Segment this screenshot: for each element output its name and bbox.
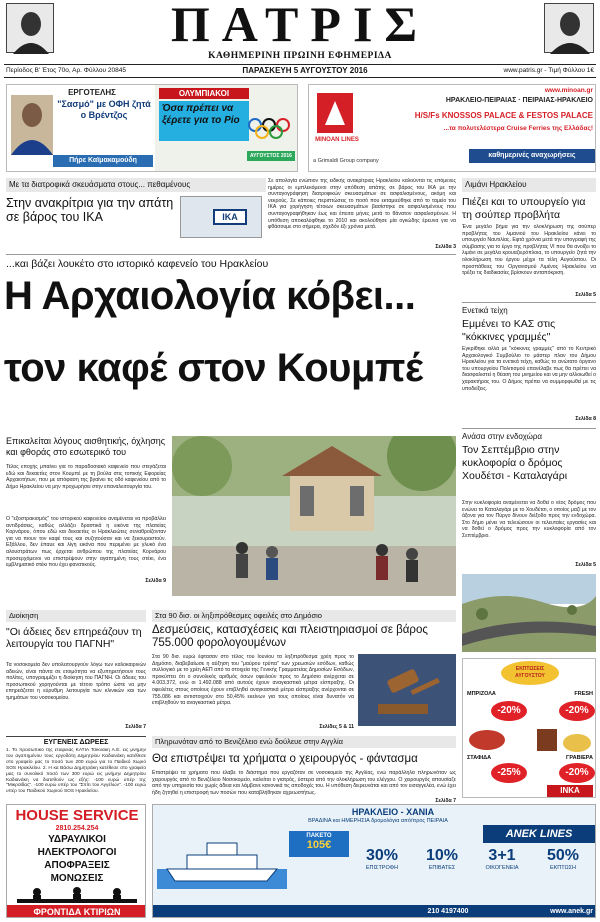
offer-1-value: 30%	[365, 847, 399, 864]
venizelos-headline: Θα επιστρέψει τα χρήματα ο χειρουργός - φάντασμα	[152, 753, 418, 765]
offer-1-label: ΕΠΙΣΤΡΟΦΗ	[365, 865, 399, 871]
house-service-footer: ΦΡΟΝΤΙΔΑ ΚΤΙΡΙΩΝ	[7, 905, 146, 918]
promo-left	[7, 85, 155, 171]
lead-subhead: Επικαλείται λόγους αισθητικής, όχλησης και φθοράς στο εσωτερικό του	[6, 436, 166, 457]
port-body: Ένα μεγάλο βήμα για την ολοκλήρωση της σούπερ προβλήτας του λιμανιού του Ηρακλείου κάνει το υπουργείο Ναυτιλίας. Εφτά χρόνια μετά την υπογραφή της σύμβασης για το έργο της προβλήτας VI που θα ανοίξει το λιμάνι σε μεγάλα κρουαζιερόπλοια, το υπουργείο ζητά την ολοκλήρωση του έργου μέχρι τα τέλη Αυγούστου. Οι προσπάθειες του Οργανισμού Λιμένος Ηρακλείου να τρέξει τις διαδικασίες βρίσκουν ανταπόκριση.	[462, 224, 596, 277]
road-page-ref: Σελίδα 5	[575, 562, 596, 568]
anek-route: ΗΡΑΚΛΕΙΟ - ΧΑΝΙΑ	[351, 807, 435, 817]
ika-photo	[180, 196, 262, 238]
promo-headline-left: "Σασμό" με ΟΦΗ ζητά ο Βρέντζος	[57, 99, 151, 120]
venizelos-kicker: Πληρωνόταν από το Βενιζέλειο ενώ δούλευε στην Αγγλία	[152, 736, 456, 748]
offer-1	[353, 847, 411, 887]
kas-page-ref: Σελίδα 8	[575, 416, 596, 422]
pagni-headline: "Οι άδειες δεν επηρεάζουν τη λειτουργία του ΠΑΓΝΗ"	[6, 626, 142, 650]
promo-byline: Πήρε Καϊμακαμούδη	[53, 155, 153, 167]
ika-body: Σε απολογία ενώπιον της ειδικής ανακρίτριας Ηρακλείου καλούνται τις επόμενες ημέρες οι εμπλεκόμενοι στην υπόθεση απάτης σε βάρος του ΙΚΑ με την συνταγογράφηση διατροφικών σκευασμάτων σε ασφαλισμένους, ακόμη και νεκρούς. Σε κάποιες περιπτώσεις το ποσό που εκταμιεύθηκε από το ταμείο του ΙΚΑ για χορήγηση τέτοιων σκευασμάτων βασίστηκε σε ασφαλισμένους που συνταγογραφήθηκαν έως και έπειτα μήνες μετά το θάνατον ασφαλισμένων. Η υπόθεση αποκαλύφθηκε το 2010 και ακολούθησε μία ογκώδης έρευνα για να φθάσουμε στο σήμερα, σχεδόν έξι χρόνια μετά.	[268, 178, 456, 231]
minoan-logo	[317, 93, 353, 133]
offer-4-label: ΕΚΠΤΩΣΗ	[549, 865, 577, 871]
minoan-routes: ΗΡΑΚΛΕΙΟ-ΠΕΙΡΑΙΑΣ · ΠΕΙΡΑΙΑΣ-ΗΡΑΚΛΕΙΟ	[445, 97, 593, 104]
right-rule-1	[462, 302, 596, 303]
ika-kicker: Με τα διατροφικά σκευάσματα στους... πεθαμένους	[6, 178, 266, 192]
issue-date: ΠΑΡΑΣΚΕΥΗ 5 ΑΥΓΟΥΣΤΟΥ 2016	[242, 66, 368, 75]
package-label: ΠΑΚΕΤΟ	[306, 833, 332, 839]
anek-website: www.anek.gr	[550, 908, 593, 915]
debts-photo	[358, 654, 456, 726]
ika-headline: Στην ανακρίτρια για την απάτη σε βάρος του ΙΚΑ	[6, 196, 174, 224]
promo-ribbon: ΑΥΓΟΥΣΤΟΣ 2016	[247, 151, 295, 161]
offer-4-value: 50%	[546, 847, 580, 864]
masthead-title: ΠΑΤΡΙΣ	[170, 0, 430, 52]
pagni-body: Τα νοσοκομεία δεν υπολειτουργούν λόγω των καλοκαιρινών αδειών, είναι πάντα σε ετοιμότητα να εξυπηρετήσουν τους πολίτες, υπογραμμίζει η διοίκηση του ΠΑΓΝΗ. Οι άδειες του προσωπικού χορηγούνται με τέτοιο τρόπο ώστε να μην επηρεάζεται η εύρυθμη λειτουργία των κλινικών και των τμημάτων του νοσοκομείου.	[6, 662, 146, 701]
venizelos-page-ref: Σελίδα 7	[435, 798, 456, 804]
road-photo	[462, 574, 596, 652]
anek-brand: ANEK LINES	[505, 828, 573, 840]
offer-3	[473, 847, 531, 887]
lead-body-p2: Ο "εξοστρακισμός" του ιστορικού καφενείου αναμένεται να προβάλλει αντιδράσεις, καθώς αλλάζει δραστικά η εικόνα της πλατείας Κορνάρου, όπου εδώ και δεκαετίες οι Ηρακλειώτες συναθροίζονταν για να πιουν τον καφέ τους και συζητούσαν και να ξεκουραστούν. Εξάλλου, δεν έπαυε και λίγη εικόνα που περιμένει με γλυκό ένα αλουστράτων πως έρχεται ανθρώπου της πλατείας Κορνάρου προσερχόμενοι να επιστρέψουν στην αγαπημένη τους στέκι, ένα εμβληματικό στέκι που έχει φανατικούς.	[6, 516, 166, 569]
masthead-rule-top	[4, 64, 596, 65]
offer-3-value: 3+1	[488, 847, 516, 864]
lead-headline-line1: Η Αρχαιολογία κόβει...	[4, 274, 416, 318]
port-headline: Πιέζει και το υπουργείο για τη σούπερ προβλήτα	[462, 196, 586, 221]
house-service-phone: 2810.254.254	[55, 825, 99, 832]
offer-2-value: 10%	[425, 847, 459, 864]
product-1-name: ΜΠΡΙΖΟΛΑ	[467, 691, 496, 697]
package-box	[289, 831, 349, 857]
debts-body: Στα 90 δισ. ευρώ έφτασαν στο τέλος του Ιουνίου τα ληξιπρόθεσμα χρέη προς το Δημόσιο, διαβεβαίωσε η αύξηση του "μαύρου τρύπα" των χρεωσιών εσόδων, καθώς συλλογικό με το χρέη ΑΕΠ από τα στοιχεία της Γενικής Γραμματείας Δημοσίων Εσόδων, προκύπτει ότι ο συνολικός αριθμός όσων οφειλούν προς το Δημόσιο ανέρχεται σε 4.003.372, ενώ οι 1.492.088 από αυτούς έχουν αναγκαστικά μέτρα είσπραξης. Οι οφειλέτες στους οποίους έχουν επιβληθεί αναγκαστικά μέτρα είσπραξης ανέρχονται σε 755.086 και αντιστοιχούν στο 50,45% εκείνων για τους οποίους είναι δυνατόν να επιβληθούν τα αναγκαστικά μέτρα.	[152, 654, 354, 707]
road-body: Στην κυκλοφορία αναμένεται να δοθεί ο νέος δρόμος που ενώνει το Καταλαγάρι με το Χουδέτσι, ο οποίος μαζί με τον άξονα για τον Πύργο δίνουν διέξοδο προς την ενδοχώρα. Στο δήμο μένει να τελειώσουν οι τελευταίες εργασίες και να δοθεί ο δρόμος προς την κυκλοφορία από τον Σεπτέμβριο.	[462, 500, 596, 539]
offer-4	[533, 847, 593, 887]
minoan-website: www.minoan.gr	[544, 87, 593, 94]
offer-3-label: ΟΙΚΟΓΕΝΕΙΑ	[485, 865, 519, 871]
minoan-ships: H/S/Fs KNOSSOS PALACE & FESTOS PALACE	[414, 111, 593, 120]
anek-phone: 210 4197400	[427, 908, 469, 915]
pagni-kicker: Διοίκηση	[6, 610, 146, 622]
ika-sign: ΙΚΑ	[213, 209, 247, 225]
lead-photo	[172, 436, 456, 596]
sports-promo[interactable]	[6, 84, 298, 172]
road-headline: Τον Σεπτέμβριο στην κυκλοφορία ο δρόμος Χουδέτσι - Καταλαγάρι	[462, 444, 568, 482]
venizelos-body: Επιστρέψει τα χρήματα που έλαβε το διάστημα που εργαζόταν σε νοσοκομείο της Αγγλίας, ενώ παράλληλα πληρωνόταν ως χειρουργός από το Βενιζέλειο Νοσοκομείο, καλείται ο γιατρός, ύστερα από την ολοκλήρωση του ελέγχου. Ο χειρουργός απουσίαζε από την υπηρεσία του χωρίς άδεια και λάμβανε κανονικά τις αποδοχές του. Η υπόθεση διερευνάται και από τον εισαγγελέα, ενώ έχει ήδη ζητηθεί η επιστροφή των ποσών που καταβλήθηκαν αχρεωστήτως.	[152, 770, 456, 796]
olympic-rings-icon	[247, 115, 295, 145]
website-price: www.patris.gr - Τιμή Φύλλου 1€	[503, 67, 594, 74]
anek-ad[interactable]	[152, 804, 596, 918]
inka-logo: INKA	[547, 785, 593, 797]
promo-headline-mid: Όσα πρέπει να ξέρετε για το Ρίο	[159, 101, 249, 141]
service-3: ΑΠΟΦΡΑΞΕΙΣ	[44, 860, 110, 871]
portrait-left-icon	[7, 4, 55, 54]
minoan-group: a Grimaldi Group company	[313, 158, 379, 164]
masthead-rule-bottom	[4, 77, 596, 78]
minoan-tagline: ...τα πολυτελέστερα Cruise Ferries της Ελλάδας!	[443, 125, 593, 132]
lead-page-ref: Σελίδα 9	[145, 578, 166, 584]
product-3-discount: -25%	[491, 763, 527, 783]
minoan-brand: MINOAN LINES	[315, 137, 359, 143]
service-2: ΗΛΕΚΤΡΟΛΟΓΟΙ	[37, 847, 117, 858]
house-service-ad[interactable]	[6, 804, 146, 918]
pagni-page-ref: Σελίδα 7	[125, 724, 146, 730]
ika-page-ref: Σελίδα 3	[435, 244, 456, 250]
products-icon	[467, 725, 593, 755]
lead-headline-line2: τον καφέ στον Κουμπέ	[4, 346, 423, 390]
kas-headline: Εμμένει το ΚΑΣ στις "κόκκινες γραμμές"	[462, 318, 556, 343]
supermarket-ad[interactable]	[462, 658, 596, 798]
player-photo-icon	[11, 95, 53, 155]
port-page-ref: Σελίδα 5	[575, 292, 596, 298]
gavel-icon	[358, 654, 456, 726]
anek-footer	[153, 905, 596, 918]
kas-kicker: Ενετικά τείχη	[462, 306, 508, 315]
road-photo-icon	[462, 574, 596, 652]
ad-badge: ΕΚΠΤΩΣΕΙΣ ΑΥΓΟΥΣΤΟΥ	[501, 661, 559, 685]
workers-silhouette-icon	[17, 887, 137, 903]
masthead-portrait-left	[6, 3, 54, 53]
player-photo	[11, 95, 53, 155]
issue-info: Περίοδος Β' Έτος 70ο, Αρ. Φύλλου 20845	[6, 67, 126, 74]
portrait-right-icon	[545, 4, 595, 54]
promo-section-olympics: ΟΛΥΜΠΙΑΚΟΙ	[159, 88, 249, 99]
product-2-discount: -20%	[559, 701, 595, 721]
anek-logo	[483, 825, 595, 843]
kas-body: Εγκρίθηκε αλλά με "κόκκινες γραμμές" από το Κεντρικό Αρχαιολογικό Συμβούλιο το μάστερ πλαν του Δήμου Ηρακλείου για τα ενετικά τείχη, καθώς το ανώτατο όργανο του υπουργείου Πολιτισμού επανέλαβε πως θα πρέπει να διασφαλιστεί η θέαση του μνημείου και να μην αλλοιωθεί ο χαρακτήρας του. Ο Δήμος πρέπει να συμμορφωθεί με τις υποδείξεις.	[462, 346, 596, 392]
product-4-name: ΓΡΑΒΙΕΡΑ	[566, 755, 593, 761]
donations-title: ΕΥΓΕΝΕΙΣ ΔΩΡΕΕΣ	[43, 739, 109, 746]
ship-image-icon	[157, 829, 287, 889]
right-rule-2	[462, 428, 596, 429]
product-2-name: FRESH	[574, 691, 593, 697]
product-4-discount: -20%	[559, 763, 595, 783]
offer-2-label: ΕΠΙΒΑΤΕΣ	[428, 865, 456, 871]
service-1: ΥΔΡΑΥΛΙΚΟΙ	[48, 834, 106, 845]
minoan-logo-icon	[317, 93, 353, 133]
debts-headline: Δεσμεύσεις, κατασχέσεις και πλειστηριασμοί σε βάρος 755.000 φορολογουμένων	[152, 624, 428, 649]
promo-right	[155, 85, 298, 171]
lead-rule	[6, 254, 456, 255]
donations-box	[6, 736, 146, 800]
anek-route-sub: ΒΡΑΔΙΝΑ και ΗΜΕΡΗΣΙΑ δρομολόγια από/προς ΠΕΙΡΑΙΑ	[308, 818, 448, 824]
kiosk-photo-icon	[172, 436, 456, 596]
offer-2	[413, 847, 471, 887]
product-3-name: ΣΤΑΦΙΔΑ	[467, 755, 492, 761]
package-price: 105€	[306, 839, 332, 851]
lead-kicker: ...και βάζει λουκέτο στο ιστορικό καφενείο του Ηρακλείου	[6, 258, 269, 270]
minoan-ad[interactable]	[308, 84, 596, 172]
promo-section-ergotelis: ΕΡΓΟΤΕΛΗΣ	[68, 88, 116, 97]
lead-body-p1: Τέλος εποχής μπαίνει για το παραδοσιακό καφενείο που στεγάζεται εδώ και δεκαετίες στον Κουμπέ με τη βούλα στις τοπικής Εφορείας Αρχαιοτήτων, που με απόφαση της βγαίνει τις οδό καφενείου από το Δήμο Ηρακλείου να μην προχωρήσει στην επαναλειτουργία του.	[6, 464, 166, 490]
minoan-departures: καθημερινές αναχωρήσεις	[469, 149, 595, 163]
port-kicker: Λιμάνι Ηρακλείου	[462, 178, 596, 192]
debts-kicker: Στα 90 δισ. οι ληξιπρόθεσμες οφειλές στο Δημόσιο	[152, 610, 456, 622]
service-4: ΜΟΝΩΣΕΙΣ	[50, 873, 104, 884]
road-kicker: Ανάσα στην ενδοχώρα	[462, 432, 543, 441]
donations-body: 1. Το προσωπικό της εταιρείας ΚΑΤΙΑ Τσικνάκη Α.Ε. εις μνήμην του αγαπημένου τους εργοδότη Δημητρίου Καδιανάκη κατέθεσε στο γραφείο μας το ποσό των 200 ευρώ για το Παιδικό Χωριό SOS Ηρακλείου. 2. Η κα Βάσω Δημητράκη κατέθεσε στο γραφείο μας το συνολικό ποσό των 300 ευρώ εις μνήμην Δημητρίου Καδιανάκη να διατεθούν ως εξής: -100 ευρώ υπέρ της "Μικροϊδας". -100 ευρώ υπέρ του "Σπίτι του Αγγέλων". -100 ευρώ υπέρ του Παιδικού Χωριού SOS Ηρακλείου.	[6, 748, 146, 795]
masthead-portrait-right	[544, 3, 594, 53]
product-1-discount: -20%	[491, 701, 527, 721]
debts-page-ref: Σελίδες 5 & 11	[319, 724, 354, 730]
masthead-subtitle: ΚΑΘΗΜΕΡΙΝΗ ΠΡΩΙΝΗ ΕΦΗΜΕΡΙΔΑ	[208, 51, 392, 61]
house-service-brand: HOUSE SERVICE	[15, 807, 139, 824]
